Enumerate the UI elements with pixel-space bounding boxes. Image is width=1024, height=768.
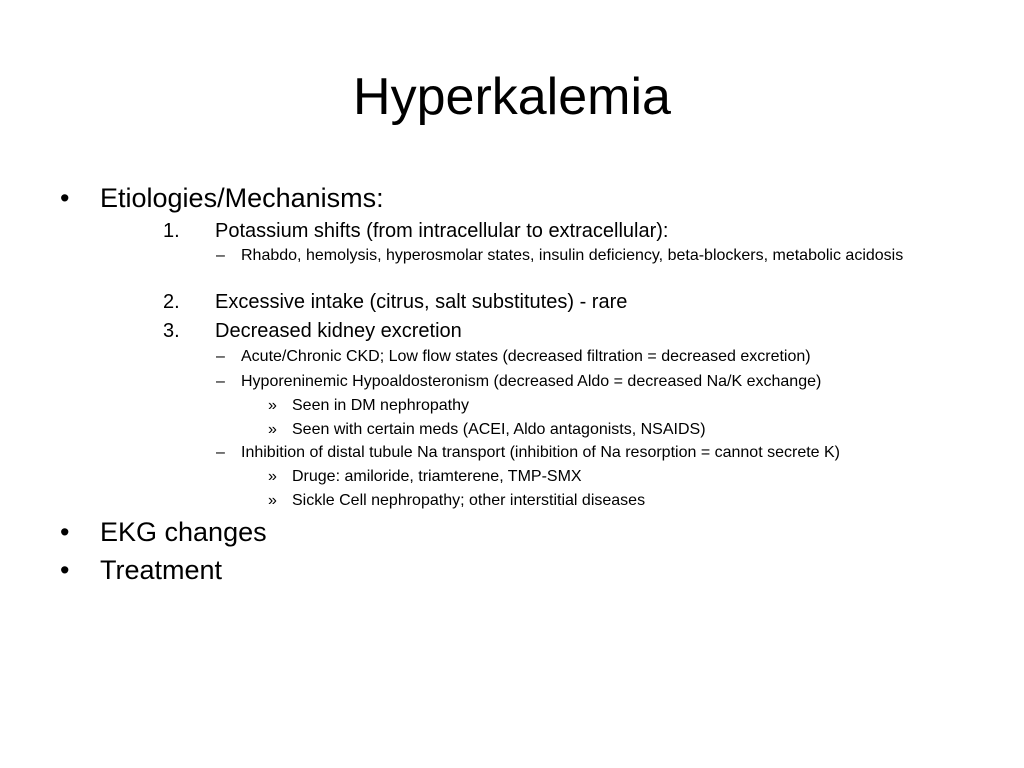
bullet-icon: •: [60, 555, 70, 585]
dash-icon: –: [216, 247, 225, 264]
sub-druge: Druge: amiloride, triamterene, TMP-SMX: [292, 468, 582, 485]
bullet-ekg-changes: EKG changes: [100, 517, 267, 547]
list-number-2: 2.: [163, 291, 180, 313]
item-decreased-kidney-excretion: Decreased kidney excretion: [215, 320, 462, 342]
bullet-icon: •: [60, 183, 70, 213]
sub-dm-nephropathy: Seen in DM nephropathy: [292, 397, 469, 414]
sub-sickle-cell: Sickle Cell nephropathy; other interstitial diseases: [292, 492, 646, 509]
sub-certain-meds: Seen with certain meds (ACEI, Aldo antagonists, NSAIDS): [292, 421, 706, 438]
bullet-treatment: Treatment: [100, 555, 223, 585]
chevron-icon: »: [268, 397, 277, 414]
sub-hypoaldosteronism: Hyporeninemic Hypoaldosteronism (decreased Aldo = decreased Na/K exchange): [241, 373, 822, 390]
dash-icon: –: [216, 373, 225, 390]
dash-icon: –: [216, 444, 225, 461]
list-number-1: 1.: [163, 220, 180, 242]
chevron-icon: »: [268, 468, 277, 485]
sub-ckd: Acute/Chronic CKD; Low flow states (decreased filtration = decreased excretion): [241, 348, 811, 365]
sub-rhabdo: Rhabdo, hemolysis, hyperosmolar states, insulin deficiency, beta-blockers, metabolic acidosis: [241, 247, 904, 264]
bullet-icon: •: [60, 517, 70, 547]
item-excessive-intake: Excessive intake (citrus, salt substitutes) - rare: [215, 291, 628, 313]
sub-distal-tubule: Inhibition of distal tubule Na transport (inhibition of Na resorption = cannot secrete K): [241, 444, 840, 461]
chevron-icon: »: [268, 492, 277, 509]
item-potassium-shifts: Potassium shifts (from intracellular to extracellular):: [215, 220, 669, 242]
bullet-etiologies: Etiologies/Mechanisms:: [100, 183, 384, 213]
slide-title: Hyperkalemia: [353, 68, 671, 126]
chevron-icon: »: [268, 421, 277, 438]
list-number-3: 3.: [163, 320, 180, 342]
dash-icon: –: [216, 348, 225, 365]
